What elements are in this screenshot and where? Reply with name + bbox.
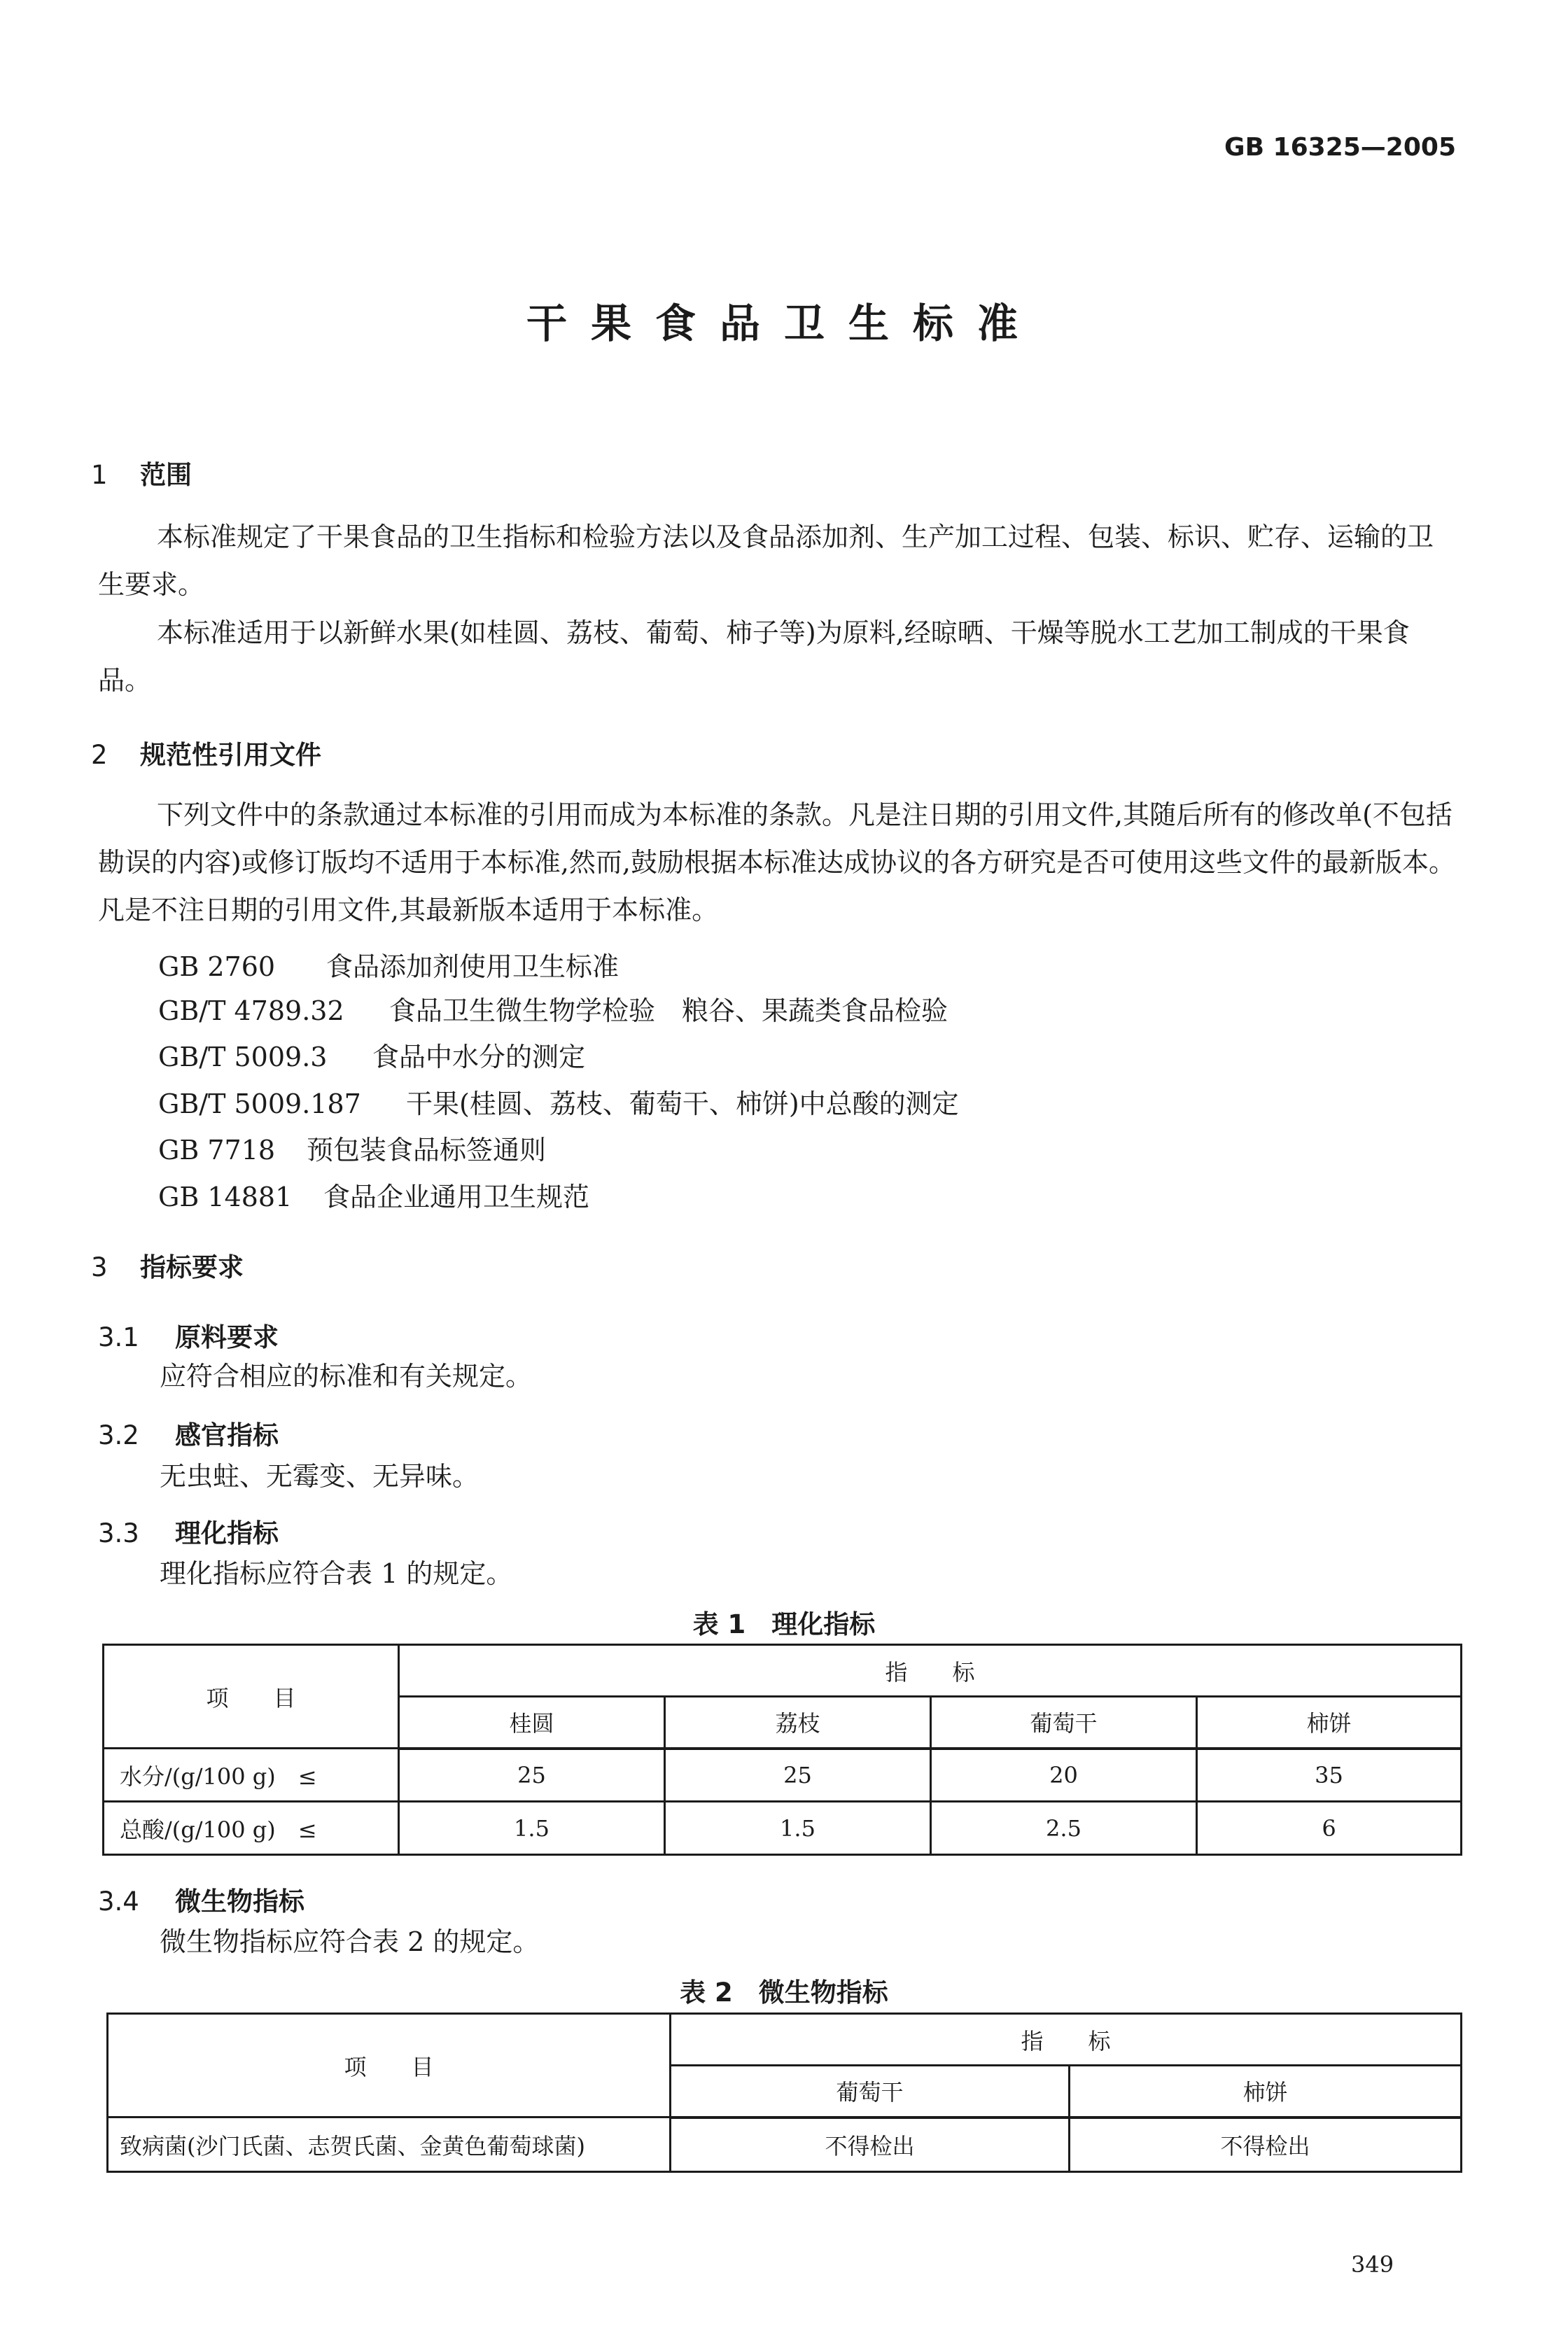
section-title: 规范性引用文件 <box>140 740 321 770</box>
reference-code: GB/T 5009.187 <box>158 1088 361 1119</box>
reference-code: GB/T 5009.3 <box>158 1042 328 1072</box>
table-cell: 2.5 <box>931 1802 1197 1855</box>
reference-item <box>158 989 948 1028</box>
table-cell: 不得检出 <box>671 2118 1070 2172</box>
subsection-3-3-heading <box>98 1512 279 1550</box>
reference-code: GB 7718 <box>158 1135 276 1166</box>
table-row-label: 总酸/(g/100 g) ≤ <box>104 1802 399 1855</box>
table-cell: 25 <box>665 1749 931 1802</box>
table-header-group: 指 标 <box>671 2014 1462 2066</box>
subsection-3-2-heading <box>98 1414 279 1452</box>
subsection-3-2-text: 无虫蛀、无霉变、无异味。 <box>160 1461 479 1492</box>
subsection-number: 3.3 <box>98 1518 139 1548</box>
subsection-3-4-heading <box>98 1880 304 1918</box>
table-2-caption: 表 2 微生物指标 <box>680 1977 888 2008</box>
table-row-label: 水分/(g/100 g) ≤ <box>104 1749 399 1802</box>
section-number: 1 <box>91 460 108 490</box>
reference-item <box>158 945 619 983</box>
table-column-header: 柿饼 <box>1197 1697 1462 1749</box>
reference-item <box>158 1035 585 1074</box>
reference-item <box>158 1175 589 1214</box>
table-1 <box>102 1644 1462 1856</box>
subsection-title: 原料要求 <box>175 1322 279 1352</box>
section-3-heading <box>91 1246 244 1284</box>
table-header-group: 指 标 <box>399 1645 1462 1697</box>
reference-name: 预包装食品标签通则 <box>307 1135 547 1166</box>
reference-name: 食品中水分的测定 <box>372 1042 586 1072</box>
subsection-number: 3.2 <box>98 1420 139 1450</box>
subsection-3-3-text: 理化指标应符合表 1 的规定。 <box>160 1558 513 1589</box>
section-1-paragraph-1: 本标准规定了干果食品的卫生指标和检验方法以及食品添加剂、生产加工过程、包装、标识、贮存、运输的卫生要求。 <box>98 522 1434 600</box>
reference-name: 食品企业通用卫生规范 <box>323 1182 590 1212</box>
table-column-header: 葡萄干 <box>671 2066 1070 2118</box>
table-header-item: 项 目 <box>108 2014 671 2118</box>
subsection-title: 微生物指标 <box>175 1886 304 1917</box>
table-row <box>108 2118 1462 2172</box>
subsection-number: 3.1 <box>98 1322 139 1352</box>
table-header-item: 项 目 <box>104 1645 399 1749</box>
subsection-number: 3.4 <box>98 1886 139 1917</box>
section-1-paragraph-2: 本标准适用于以新鲜水果(如桂圆、荔枝、葡萄、柿子等)为原料,经晾晒、干燥等脱水工艺加工制成的干果食品。 <box>98 617 1410 696</box>
table-column-header: 柿饼 <box>1070 2066 1462 2118</box>
table-cell: 不得检出 <box>1070 2118 1462 2172</box>
section-2-heading <box>91 734 321 771</box>
subsection-3-4-text: 微生物指标应符合表 2 的规定。 <box>160 1926 540 1957</box>
page-number: 349 <box>1351 2251 1394 2278</box>
table-cell: 6 <box>1197 1802 1462 1855</box>
reference-name: 食品卫生微生物学检验 粮谷、果蔬类食品检验 <box>389 995 948 1026</box>
reference-name: 干果(桂圆、荔枝、葡萄干、柿饼)中总酸的测定 <box>406 1088 959 1119</box>
table-1-caption: 表 1 理化指标 <box>692 1609 876 1639</box>
section-title: 指标要求 <box>140 1252 244 1282</box>
subsection-3-1-text: 应符合相应的标准和有关规定。 <box>160 1361 533 1392</box>
reference-code: GB 14881 <box>158 1182 293 1212</box>
document-title: 干果食品卫生标准 <box>526 300 1042 347</box>
section-number: 3 <box>91 1252 108 1282</box>
table-cell: 20 <box>931 1749 1197 1802</box>
reference-code: GB 2760 <box>158 951 276 982</box>
section-number: 2 <box>91 740 108 770</box>
reference-item <box>158 1128 546 1167</box>
table-column-header: 葡萄干 <box>931 1697 1197 1749</box>
table-cell: 1.5 <box>399 1802 665 1855</box>
table-row <box>104 1802 1462 1855</box>
table-cell: 1.5 <box>665 1802 931 1855</box>
section-title: 范围 <box>140 460 192 490</box>
reference-name: 食品添加剂使用卫生标准 <box>326 951 620 982</box>
table-cell: 25 <box>399 1749 665 1802</box>
table-row-label: 致病菌(沙门氏菌、志贺氏菌、金黄色葡萄球菌) <box>108 2118 671 2172</box>
table-row <box>104 1749 1462 1802</box>
subsection-title: 感官指标 <box>175 1420 279 1450</box>
standard-code: GB 16325—2005 <box>1224 133 1456 162</box>
section-1-heading <box>91 454 192 491</box>
reference-code: GB/T 4789.32 <box>158 995 344 1026</box>
table-column-header: 桂圆 <box>399 1697 665 1749</box>
subsection-title: 理化指标 <box>175 1518 279 1548</box>
table-cell: 35 <box>1197 1749 1462 1802</box>
table-column-header: 荔枝 <box>665 1697 931 1749</box>
table-2 <box>106 2012 1462 2173</box>
reference-item <box>158 1082 959 1121</box>
section-2-paragraph: 下列文件中的条款通过本标准的引用而成为本标准的条款。凡是注日期的引用文件,其随后所有的修改单(不包括勘误的内容)或修订版均不适用于本标准,然而,鼓励根据本标准达成协议的各方研究是否可使用这些文件的最新版本。凡是不注日期的引用文件,其最新版本适用于本标准。 <box>98 799 1455 925</box>
subsection-3-1-heading <box>98 1316 279 1354</box>
